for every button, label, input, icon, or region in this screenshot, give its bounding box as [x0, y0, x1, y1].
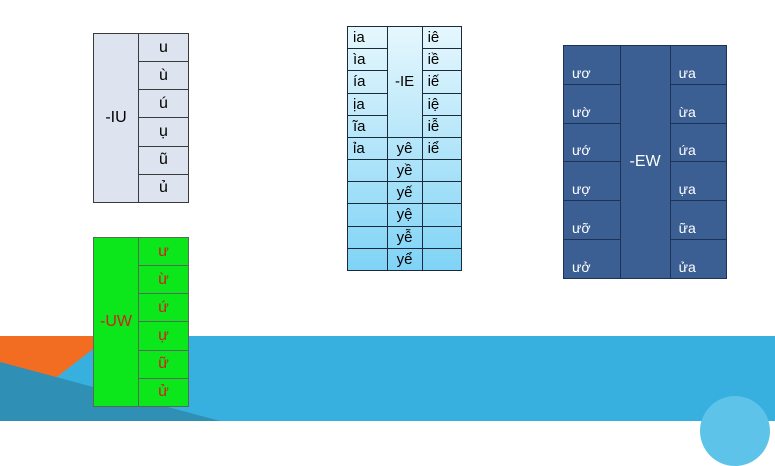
ie-empty-cell [422, 182, 461, 204]
ie-col1-cell: ỉa [348, 137, 388, 159]
ie-col3-cell: iề [422, 49, 461, 71]
ew-col1-cell: ượ [564, 162, 621, 201]
ie-col2-cell: yê [387, 137, 422, 159]
ew-col1-cell: ưở [564, 240, 621, 279]
ew-col3-cell: ừa [670, 84, 726, 123]
ew-col3-cell: ứa [670, 123, 726, 162]
ie-col2-cell: yề [387, 160, 422, 182]
ew-col3-cell: ựa [670, 162, 726, 201]
ie-col1-cell: ịa [348, 93, 388, 115]
ew-col3-cell: ữa [670, 201, 726, 240]
uw-table [93, 237, 189, 407]
iu-cell: u [139, 34, 189, 62]
uw-cell: ử [139, 378, 189, 406]
ew-col3-cell: ưa [670, 46, 726, 85]
ie-empty-cell [348, 182, 388, 204]
ew-col1-cell: ươ [564, 46, 621, 85]
ie-col3-cell: iễ [422, 115, 461, 137]
ew-col1-cell: ườ [564, 84, 621, 123]
ew-label: -EW [620, 46, 670, 279]
ie-col3-cell: iê [422, 27, 461, 49]
ie-col2-cell: yế [387, 182, 422, 204]
ew-col3-cell: ửa [670, 240, 726, 279]
ie-col2-cell: yể [387, 248, 422, 270]
iu-label: -IU [94, 34, 139, 203]
ie-empty-cell [422, 226, 461, 248]
ew-table [563, 45, 727, 279]
ie-col2-cell: yệ [387, 204, 422, 226]
uw-cell: ư [139, 238, 189, 266]
iu-cell: ù [139, 62, 189, 90]
corner-circle-decoration [700, 396, 770, 466]
iu-table [93, 33, 189, 203]
iu-cell: ụ [139, 118, 189, 146]
ie-empty-cell [348, 160, 388, 182]
uw-label: -UW [94, 238, 139, 407]
iu-cell: ú [139, 90, 189, 118]
ie-empty-cell [348, 226, 388, 248]
iu-cell: ũ [139, 146, 189, 174]
ie-col3-cell: iế [422, 71, 461, 93]
ie-col1-cell: ía [348, 71, 388, 93]
uw-cell: ừ [139, 266, 189, 294]
ew-col1-cell: ướ [564, 123, 621, 162]
uw-cell: ự [139, 322, 189, 350]
ie-label: -IE [387, 27, 422, 138]
ie-empty-cell [348, 204, 388, 226]
ie-col1-cell: ia [348, 27, 388, 49]
ie-col3-cell: iệ [422, 93, 461, 115]
uw-cell: ứ [139, 294, 189, 322]
ie-empty-cell [422, 204, 461, 226]
ie-col1-cell: ĩa [348, 115, 388, 137]
ew-col1-cell: ưỡ [564, 201, 621, 240]
ie-empty-cell [422, 248, 461, 270]
ie-table [347, 26, 462, 271]
ie-empty-cell [348, 248, 388, 270]
ie-col3-cell: iể [422, 137, 461, 159]
ie-col1-cell: ìa [348, 49, 388, 71]
iu-cell: ủ [139, 174, 189, 202]
ie-col2-cell: yễ [387, 226, 422, 248]
ie-empty-cell [422, 160, 461, 182]
uw-cell: ữ [139, 350, 189, 378]
